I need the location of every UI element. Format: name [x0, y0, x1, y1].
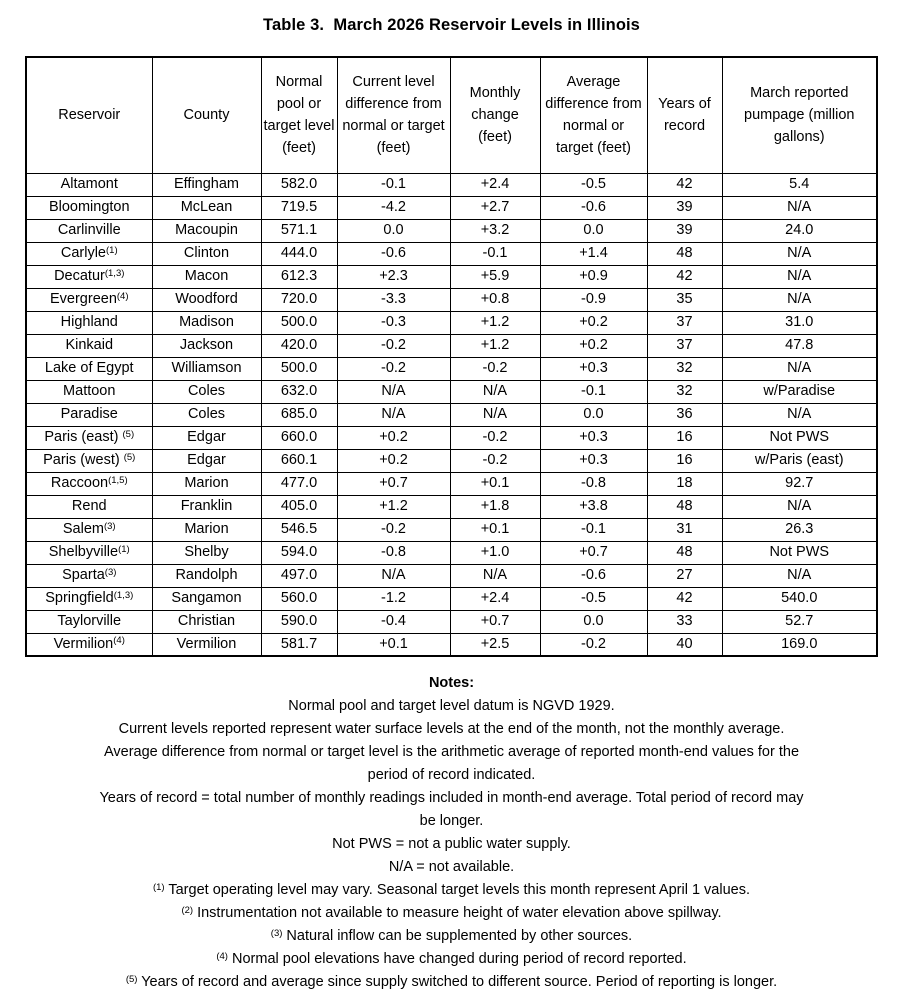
footnote-marker: (3) — [104, 566, 117, 578]
cell-current-diff: +0.1 — [337, 633, 450, 656]
cell-reservoir: Lake of Egypt — [26, 357, 152, 380]
cell-county: Sangamon — [152, 587, 261, 610]
cell-pumpage: w/Paris (east) — [722, 449, 877, 472]
cell-current-diff: -0.2 — [337, 518, 450, 541]
cell-normal-pool: 571.1 — [261, 219, 337, 242]
cell-pumpage: N/A — [722, 564, 877, 587]
cell-normal-pool: 590.0 — [261, 610, 337, 633]
cell-pumpage: 169.0 — [722, 633, 877, 656]
cell-current-diff: 0.0 — [337, 219, 450, 242]
cell-avg-diff: +0.3 — [540, 426, 647, 449]
footnote-marker: (5) — [122, 428, 135, 440]
cell-county: Marion — [152, 472, 261, 495]
footnote-marker: (3) — [103, 520, 116, 532]
cell-pumpage: 5.4 — [722, 173, 877, 196]
cell-avg-diff: 0.0 — [540, 403, 647, 426]
cell-reservoir: Sparta$^{(3)}$ — [26, 564, 152, 587]
cell-county: Shelby — [152, 541, 261, 564]
cell-monthly-change: -0.1 — [450, 242, 540, 265]
footnote-marker: (1) — [106, 244, 118, 256]
cell-pumpage: w/Paradise — [722, 380, 877, 403]
cell-avg-diff: -0.9 — [540, 288, 647, 311]
column-header-avg-diff: Average difference from normal or target (feet) — [540, 57, 647, 173]
cell-normal-pool: 560.0 — [261, 587, 337, 610]
cell-normal-pool: 405.0 — [261, 495, 337, 518]
note-line: Not PWS = not a public water supply. — [332, 836, 571, 852]
note-line: Average difference from normal or target level is the arithmetic average of reported month-end values for the — [103, 744, 800, 760]
cell-avg-diff: -0.6 — [540, 564, 647, 587]
cell-normal-pool: 497.0 — [261, 564, 337, 587]
note-line: $^{(1)}$ Target operating level may vary. Seasonal target levels this month represent April 1 values. — [152, 881, 751, 898]
cell-county: Coles — [152, 403, 261, 426]
cell-county: Coles — [152, 380, 261, 403]
cell-avg-diff: -0.2 — [540, 633, 647, 656]
cell-pumpage: 52.7 — [722, 610, 877, 633]
notes-heading: Notes: — [428, 675, 475, 691]
cell-current-diff: +0.2 — [337, 449, 450, 472]
note-line: N/A = not available. — [388, 859, 515, 875]
footnote-marker: (3) — [270, 927, 283, 939]
cell-pumpage: 92.7 — [722, 472, 877, 495]
cell-years: 48 — [647, 495, 722, 518]
cell-current-diff: -0.1 — [337, 173, 450, 196]
cell-avg-diff: -0.6 — [540, 196, 647, 219]
cell-current-diff: -0.6 — [337, 242, 450, 265]
table-row — [26, 196, 877, 219]
note-line: Current levels reported represent water surface levels at the end of the month, not the monthly average. — [118, 721, 785, 737]
cell-avg-diff: +0.2 — [540, 311, 647, 334]
cell-monthly-change: +2.4 — [450, 587, 540, 610]
cell-county: Macoupin — [152, 219, 261, 242]
column-header-monthly-change: Monthly change (feet) — [450, 57, 540, 173]
cell-years: 42 — [647, 587, 722, 610]
cell-avg-diff: +0.9 — [540, 265, 647, 288]
cell-years: 27 — [647, 564, 722, 587]
cell-normal-pool: 582.0 — [261, 173, 337, 196]
table-row — [26, 357, 877, 380]
cell-avg-diff: +0.3 — [540, 357, 647, 380]
table-title: Table 3. March 2026 Reservoir Levels in Illinois — [263, 16, 640, 34]
cell-reservoir: Taylorville — [26, 610, 152, 633]
cell-reservoir: Paradise — [26, 403, 152, 426]
cell-avg-diff: -0.1 — [540, 518, 647, 541]
cell-current-diff: -1.2 — [337, 587, 450, 610]
cell-county: Christian — [152, 610, 261, 633]
cell-years: 37 — [647, 311, 722, 334]
cell-avg-diff: +0.2 — [540, 334, 647, 357]
table-row — [26, 334, 877, 357]
cell-reservoir: Decatur$^{(1,3)}$ — [26, 265, 152, 288]
cell-normal-pool: 685.0 — [261, 403, 337, 426]
cell-avg-diff: 0.0 — [540, 610, 647, 633]
table-row — [26, 472, 877, 495]
footnote-marker: (4) — [113, 635, 125, 647]
cell-monthly-change: +2.7 — [450, 196, 540, 219]
cell-pumpage: Not PWS — [722, 426, 877, 449]
cell-county: Marion — [152, 518, 261, 541]
cell-years: 48 — [647, 242, 722, 265]
column-header-county: County — [152, 57, 261, 173]
table-row — [26, 541, 877, 564]
note-line: Normal pool and target level datum is NGVD 1929. — [288, 698, 615, 714]
cell-monthly-change: +1.2 — [450, 334, 540, 357]
cell-reservoir: Kinkaid — [26, 334, 152, 357]
footnote-marker: (1,3) — [113, 589, 134, 601]
cell-normal-pool: 632.0 — [261, 380, 337, 403]
table-row — [26, 242, 877, 265]
cell-monthly-change: N/A — [450, 403, 540, 426]
table-row — [26, 288, 877, 311]
cell-county: Madison — [152, 311, 261, 334]
cell-monthly-change: -0.2 — [450, 357, 540, 380]
table-row — [26, 449, 877, 472]
cell-years: 18 — [647, 472, 722, 495]
column-header-years: Years of record — [647, 57, 722, 173]
footnote-marker: (1) — [152, 881, 165, 893]
column-header-current-diff: Current level difference from normal or target (feet) — [337, 57, 450, 173]
cell-reservoir: Paris (east) $^{(5)}$ — [26, 426, 152, 449]
column-header-pumpage: March reported pumpage (million gallons) — [722, 57, 877, 173]
cell-monthly-change: +3.2 — [450, 219, 540, 242]
cell-current-diff: -0.4 — [337, 610, 450, 633]
cell-reservoir: Bloomington — [26, 196, 152, 219]
cell-years: 33 — [647, 610, 722, 633]
cell-monthly-change: +0.7 — [450, 610, 540, 633]
cell-avg-diff: +0.7 — [540, 541, 647, 564]
cell-reservoir: Evergreen$^{(4)}$ — [26, 288, 152, 311]
cell-avg-diff: -0.1 — [540, 380, 647, 403]
footnote-marker: (1,3) — [104, 267, 125, 279]
cell-normal-pool: 420.0 — [261, 334, 337, 357]
cell-county: Franklin — [152, 495, 261, 518]
footnote-marker: (5) — [125, 973, 138, 985]
cell-normal-pool: 660.0 — [261, 426, 337, 449]
cell-county: Effingham — [152, 173, 261, 196]
cell-normal-pool: 719.5 — [261, 196, 337, 219]
cell-avg-diff: -0.5 — [540, 587, 647, 610]
cell-years: 39 — [647, 196, 722, 219]
cell-avg-diff: 0.0 — [540, 219, 647, 242]
cell-avg-diff: +3.8 — [540, 495, 647, 518]
cell-avg-diff: +1.4 — [540, 242, 647, 265]
table-row — [26, 633, 877, 656]
cell-monthly-change: -0.2 — [450, 426, 540, 449]
cell-monthly-change: +1.2 — [450, 311, 540, 334]
cell-pumpage: N/A — [722, 495, 877, 518]
cell-pumpage: 24.0 — [722, 219, 877, 242]
cell-reservoir: Rend — [26, 495, 152, 518]
cell-normal-pool: 612.3 — [261, 265, 337, 288]
cell-monthly-change: +5.9 — [450, 265, 540, 288]
cell-years: 40 — [647, 633, 722, 656]
table-row — [26, 380, 877, 403]
cell-current-diff: -0.2 — [337, 357, 450, 380]
cell-current-diff: -4.2 — [337, 196, 450, 219]
table-header — [26, 57, 877, 173]
reservoir-levels-table — [25, 56, 878, 657]
table-row — [26, 265, 877, 288]
table-row — [26, 426, 877, 449]
column-header-reservoir: Reservoir — [26, 57, 152, 173]
table-row — [26, 518, 877, 541]
cell-reservoir: Highland — [26, 311, 152, 334]
cell-current-diff: N/A — [337, 380, 450, 403]
cell-reservoir: Springfield$^{(1,3)}$ — [26, 587, 152, 610]
cell-county: Jackson — [152, 334, 261, 357]
cell-monthly-change: -0.2 — [450, 449, 540, 472]
cell-reservoir: Altamont — [26, 173, 152, 196]
cell-years: 42 — [647, 265, 722, 288]
cell-reservoir: Carlinville — [26, 219, 152, 242]
cell-avg-diff: -0.5 — [540, 173, 647, 196]
cell-pumpage: N/A — [722, 196, 877, 219]
table-row — [26, 495, 877, 518]
footnote-marker: (1,5) — [108, 474, 128, 486]
table-row — [26, 587, 877, 610]
cell-monthly-change: +2.4 — [450, 173, 540, 196]
cell-monthly-change: +0.1 — [450, 518, 540, 541]
cell-current-diff: +1.2 — [337, 495, 450, 518]
cell-normal-pool: 594.0 — [261, 541, 337, 564]
cell-current-diff: +2.3 — [337, 265, 450, 288]
cell-years: 32 — [647, 357, 722, 380]
cell-county: Macon — [152, 265, 261, 288]
table-row — [26, 564, 877, 587]
note-line: be longer. — [419, 813, 484, 829]
cell-years: 32 — [647, 380, 722, 403]
cell-normal-pool: 444.0 — [261, 242, 337, 265]
cell-pumpage: Not PWS — [722, 541, 877, 564]
note-line: $^{(4)}$ Normal pool elevations have changed during period of record reported. — [216, 950, 687, 967]
cell-years: 37 — [647, 334, 722, 357]
cell-current-diff: -0.2 — [337, 334, 450, 357]
note-line: $^{(5)}$ Years of record and average since supply switched to different source. Period of reporting is longer. — [125, 973, 778, 990]
cell-monthly-change: N/A — [450, 380, 540, 403]
cell-pumpage: 31.0 — [722, 311, 877, 334]
cell-years: 16 — [647, 426, 722, 449]
note-line: $^{(2)}$ Instrumentation not available to measure height of water elevation above spillway. — [181, 904, 722, 921]
cell-pumpage: N/A — [722, 403, 877, 426]
cell-county: Randolph — [152, 564, 261, 587]
cell-normal-pool: 500.0 — [261, 357, 337, 380]
cell-current-diff: N/A — [337, 564, 450, 587]
cell-current-diff: +0.7 — [337, 472, 450, 495]
cell-pumpage: N/A — [722, 357, 877, 380]
table-row — [26, 173, 877, 196]
footnote-marker: (4) — [216, 950, 228, 962]
cell-reservoir: Salem$^{(3)}$ — [26, 518, 152, 541]
cell-years: 48 — [647, 541, 722, 564]
cell-normal-pool: 500.0 — [261, 311, 337, 334]
table-row — [26, 610, 877, 633]
cell-current-diff: +0.2 — [337, 426, 450, 449]
cell-county: Edgar — [152, 426, 261, 449]
cell-current-diff: N/A — [337, 403, 450, 426]
cell-reservoir: Mattoon — [26, 380, 152, 403]
cell-county: Vermilion — [152, 633, 261, 656]
cell-normal-pool: 660.1 — [261, 449, 337, 472]
cell-years: 39 — [647, 219, 722, 242]
cell-monthly-change: +0.1 — [450, 472, 540, 495]
notes-lines — [12, 695, 892, 994]
table-row — [26, 403, 877, 426]
cell-county: Clinton — [152, 242, 261, 265]
cell-years: 35 — [647, 288, 722, 311]
cell-pumpage: 540.0 — [722, 587, 877, 610]
cell-pumpage: 26.3 — [722, 518, 877, 541]
cell-monthly-change: N/A — [450, 564, 540, 587]
cell-pumpage: N/A — [722, 288, 877, 311]
header-row — [26, 57, 877, 173]
cell-monthly-change: +1.8 — [450, 495, 540, 518]
cell-years: 36 — [647, 403, 722, 426]
footnote-marker: (1) — [118, 543, 130, 555]
cell-reservoir: Vermilion$^{(4)}$ — [26, 633, 152, 656]
cell-normal-pool: 477.0 — [261, 472, 337, 495]
cell-reservoir: Shelbyville$^{(1)}$ — [26, 541, 152, 564]
cell-years: 16 — [647, 449, 722, 472]
cell-reservoir: Carlyle$^{(1)}$ — [26, 242, 152, 265]
cell-county: Williamson — [152, 357, 261, 380]
cell-county: Edgar — [152, 449, 261, 472]
cell-monthly-change: +2.5 — [450, 633, 540, 656]
cell-pumpage: 47.8 — [722, 334, 877, 357]
cell-county: Woodford — [152, 288, 261, 311]
column-header-normal-pool: Normal pool or target level (feet) — [261, 57, 337, 173]
cell-normal-pool: 720.0 — [261, 288, 337, 311]
table-row — [26, 311, 877, 334]
footnote-marker: (2) — [181, 904, 194, 916]
cell-current-diff: -3.3 — [337, 288, 450, 311]
cell-years: 31 — [647, 518, 722, 541]
cell-pumpage: N/A — [722, 265, 877, 288]
note-line: period of record indicated. — [367, 767, 536, 783]
cell-reservoir: Raccoon$^{(1,5)}$ — [26, 472, 152, 495]
cell-monthly-change: +0.8 — [450, 288, 540, 311]
cell-avg-diff: -0.8 — [540, 472, 647, 495]
cell-avg-diff: +0.3 — [540, 449, 647, 472]
cell-normal-pool: 546.5 — [261, 518, 337, 541]
table-row — [26, 219, 877, 242]
footnote-marker: (4) — [116, 290, 129, 302]
notes-section — [12, 672, 892, 994]
footnote-marker: (5) — [123, 451, 136, 463]
cell-reservoir: Paris (west) $^{(5)}$ — [26, 449, 152, 472]
cell-current-diff: -0.8 — [337, 541, 450, 564]
cell-years: 42 — [647, 173, 722, 196]
note-line: $^{(3)}$ Natural inflow can be supplemented by other sources. — [270, 927, 633, 944]
cell-normal-pool: 581.7 — [261, 633, 337, 656]
cell-current-diff: -0.3 — [337, 311, 450, 334]
cell-county: McLean — [152, 196, 261, 219]
note-line: Years of record = total number of monthly readings included in month-end average. Total period of record may — [99, 790, 804, 806]
cell-monthly-change: +1.0 — [450, 541, 540, 564]
cell-pumpage: N/A — [722, 242, 877, 265]
table-body — [26, 173, 877, 656]
